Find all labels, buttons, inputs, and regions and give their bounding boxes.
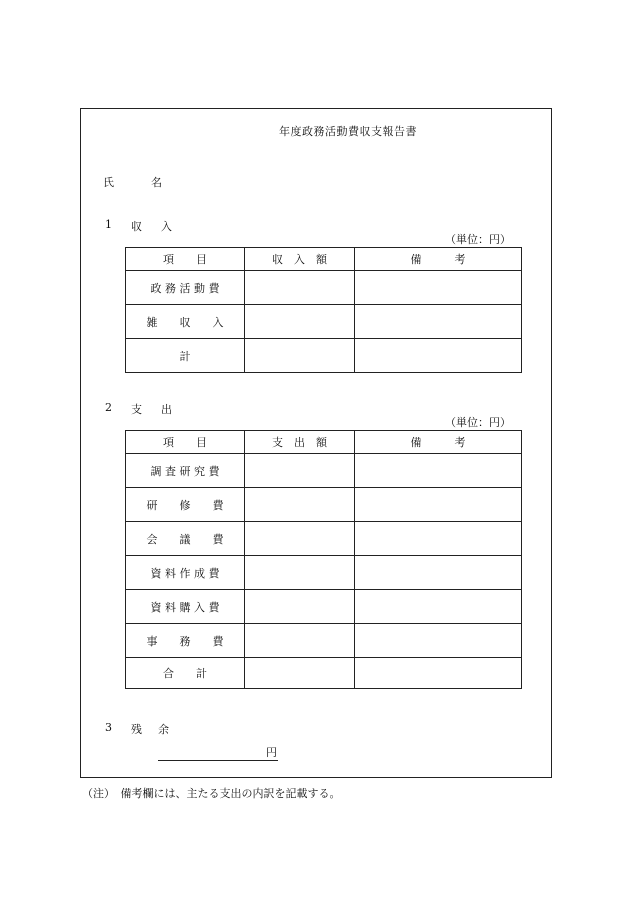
name-label-2: 名 bbox=[151, 176, 162, 189]
income-header-row bbox=[126, 248, 522, 271]
table-row bbox=[126, 590, 522, 624]
expense-remarks-cell[interactable] bbox=[355, 454, 522, 488]
expense-remarks-cell[interactable] bbox=[355, 590, 522, 624]
expense-total-label: 合 計 bbox=[126, 658, 245, 689]
income-header-amount: 収 入 額 bbox=[245, 248, 355, 271]
table-row bbox=[126, 556, 522, 590]
expense-amount-cell[interactable] bbox=[245, 488, 355, 522]
table-row bbox=[126, 271, 522, 305]
income-heading-number: 1 bbox=[105, 218, 112, 231]
expense-header-item: 項 目 bbox=[126, 431, 245, 454]
expense-amount-cell[interactable] bbox=[245, 522, 355, 556]
income-table bbox=[125, 247, 522, 373]
expense-row-label: 研 修 費 bbox=[126, 488, 245, 522]
income-heading-1: 収 bbox=[131, 220, 142, 233]
expense-remarks-cell[interactable] bbox=[355, 522, 522, 556]
balance-amount-field[interactable] bbox=[158, 760, 278, 761]
expense-row-label: 会 議 費 bbox=[126, 522, 245, 556]
table-row bbox=[126, 454, 522, 488]
expense-row-label: 資 料 作 成 費 bbox=[126, 556, 245, 590]
expense-heading-number: 2 bbox=[105, 401, 112, 414]
expense-row-label: 調 査 研 究 費 bbox=[126, 454, 245, 488]
income-amount-cell[interactable] bbox=[245, 271, 355, 305]
footnote: （注） 備考欄には、主たる支出の内訳を記載する。 bbox=[82, 787, 341, 800]
table-row bbox=[126, 658, 522, 689]
income-unit-label: （単位：円） bbox=[445, 233, 511, 246]
name-label-1: 氏 bbox=[103, 176, 114, 189]
expense-remarks-cell[interactable] bbox=[355, 488, 522, 522]
expense-amount-cell[interactable] bbox=[245, 454, 355, 488]
expense-heading-1: 支 bbox=[131, 403, 142, 416]
table-row bbox=[126, 305, 522, 339]
expense-heading-2: 出 bbox=[161, 403, 172, 416]
balance-heading-number: 3 bbox=[105, 721, 112, 734]
expense-remarks-cell[interactable] bbox=[355, 556, 522, 590]
income-row-label: 雑 収 入 bbox=[126, 305, 245, 339]
expense-row-label: 事 務 費 bbox=[126, 624, 245, 658]
income-total-remarks-cell[interactable] bbox=[355, 339, 522, 373]
expense-table bbox=[125, 430, 522, 689]
income-total-amount-cell[interactable] bbox=[245, 339, 355, 373]
income-amount-cell[interactable] bbox=[245, 305, 355, 339]
balance-currency: 円 bbox=[266, 746, 277, 759]
expense-header-row bbox=[126, 431, 522, 454]
expense-amount-cell[interactable] bbox=[245, 624, 355, 658]
table-row bbox=[126, 488, 522, 522]
expense-remarks-cell[interactable] bbox=[355, 624, 522, 658]
expense-header-remarks: 備 考 bbox=[355, 431, 522, 454]
expense-unit-label: （単位：円） bbox=[445, 416, 511, 429]
income-total-label: 計 bbox=[126, 339, 245, 373]
expense-row-label: 資 料 購 入 費 bbox=[126, 590, 245, 624]
income-heading-2: 入 bbox=[161, 220, 172, 233]
table-row bbox=[126, 624, 522, 658]
expense-total-amount-cell[interactable] bbox=[245, 658, 355, 689]
balance-heading-2: 余 bbox=[158, 723, 169, 736]
report-title: 年度政務活動費収支報告書 bbox=[279, 125, 417, 138]
income-remarks-cell[interactable] bbox=[355, 271, 522, 305]
expense-total-remarks-cell[interactable] bbox=[355, 658, 522, 689]
income-remarks-cell[interactable] bbox=[355, 305, 522, 339]
table-row bbox=[126, 339, 522, 373]
income-row-label: 政 務 活 動 費 bbox=[126, 271, 245, 305]
table-row bbox=[126, 522, 522, 556]
income-header-item: 項 目 bbox=[126, 248, 245, 271]
expense-amount-cell[interactable] bbox=[245, 556, 355, 590]
balance-heading-1: 残 bbox=[131, 723, 142, 736]
expense-amount-cell[interactable] bbox=[245, 590, 355, 624]
expense-header-amount: 支 出 額 bbox=[245, 431, 355, 454]
income-header-remarks: 備 考 bbox=[355, 248, 522, 271]
